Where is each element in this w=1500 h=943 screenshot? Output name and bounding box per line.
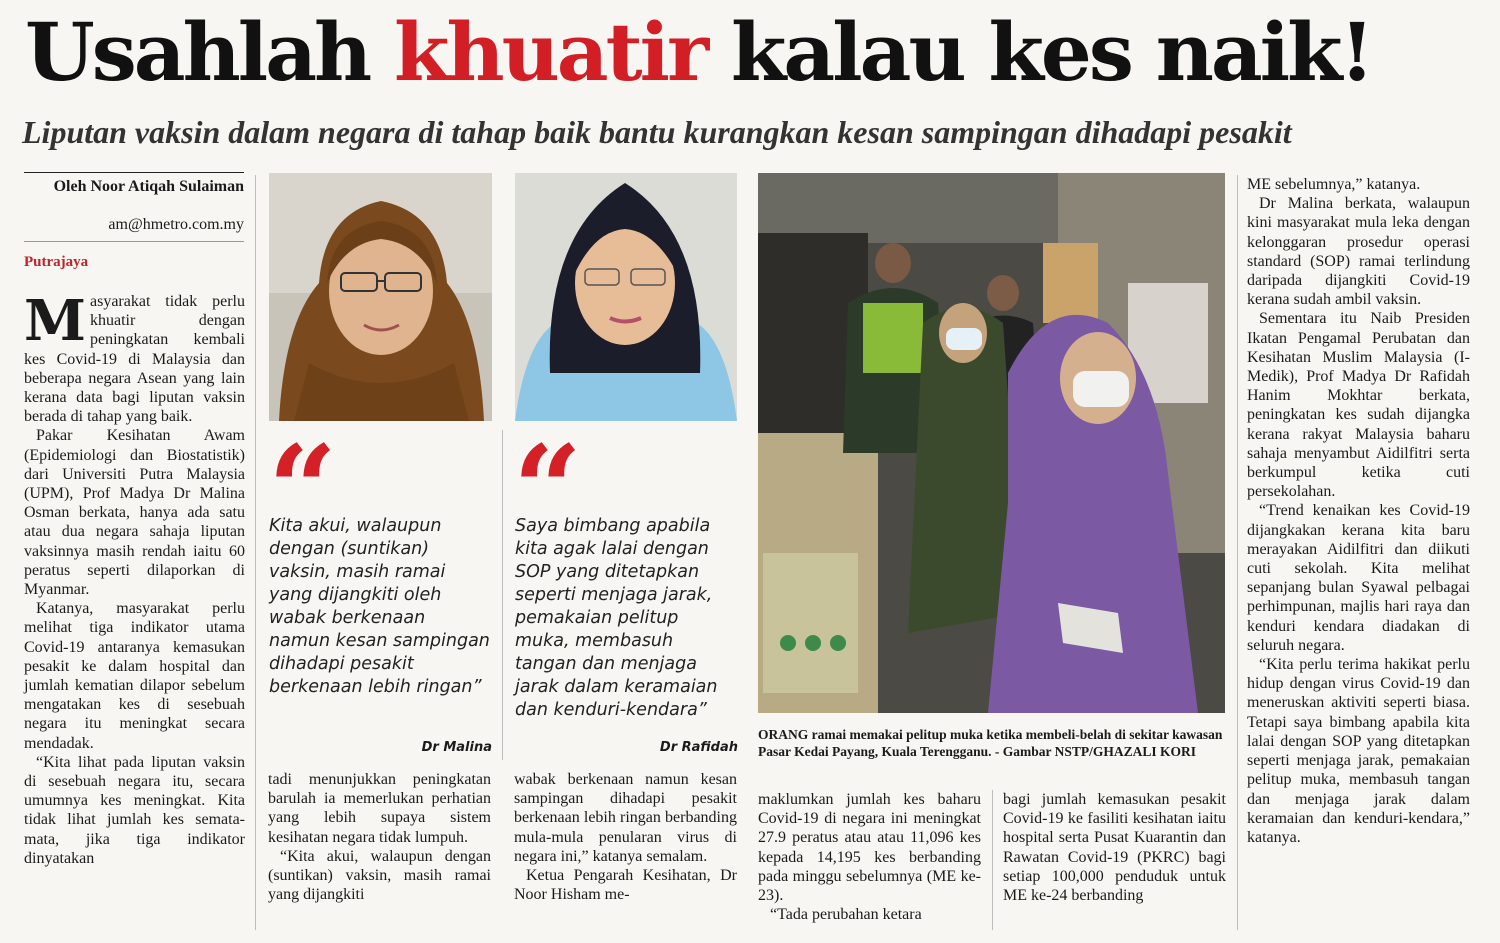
pull-quote-2-attribution: Dr Rafidah [659, 740, 738, 755]
photo-caption: ORANG ramai memakai pelitup muka ketika membeli-belah di sekitar kawasan Pasar Kedai Payang, Kuala Terengganu. - Gambar NSTP/GHAZALI KORI [758, 727, 1223, 759]
market-crowd-photo-image [758, 173, 1225, 713]
paragraph: “Kita lihat pada liputan vaksin di sesebuah negara itu, secara umumnya kes meningkat. Kita tidak lihat jumlah kes semata-mata, jika tiga indikator dinyatakan [24, 753, 245, 867]
deck-subheadline: Liputan vaksin dalam negara di tahap baik bantu kurangkan kesan sampingan dihadapi pesakit [22, 114, 1292, 150]
dateline: Putrajaya [24, 254, 89, 270]
pull-quote-1: Kita akui, walaupun dengan (suntikan) vaksin, masih ramai yang dijangkiti oleh wabak berkenaan namun kesan sampingan dihadapi pesakit berkenaan lebih ringan” [269, 516, 490, 697]
paragraph: “Kita akui, walaupun dengan (suntikan) vaksin, masih ramai yang dijangkiti [268, 847, 491, 904]
paragraph: maklumkan jumlah kes baharu Covid-19 di negara ini meningkat 27.9 peratus atau atau 11,096 kes kepada 14,195 kes berbanding pada minggu sebelumnya (ME ke-23). [758, 791, 981, 905]
headline [25, 2, 1485, 102]
paragraph: Sementara itu Naib Presiden Ikatan Pengamal Perubatan dan Kesihatan Muslim Malaysia (I-Medik), Prof Madya Dr Rafidah Hanim Mokhtar berkata, peningkatan kes sudah dijangka kerana rakyat Malaysia baharu sahaja menyambut Aidilfitri serta berkumpul ketika cuti persekolahan. [1247, 310, 1470, 501]
byline-rule-top [24, 172, 244, 173]
paragraph: Ketua Pengarah Kesihatan, Dr Noor Hisham me- [514, 867, 737, 904]
byline-rule-bottom [24, 241, 244, 242]
headline-highlight: khuatir [394, 5, 707, 99]
pull-quote-1-attribution: Dr Malina [421, 740, 492, 755]
quote-mark-icon [513, 440, 593, 510]
column-divider [1237, 175, 1238, 930]
pull-quote-2: Saya bimbang apabila kita agak lalai dengan SOP yang ditetapkan seperti menjaga jarak, pemakaian pelitup muka, membasuh tangan dan menjaga jarak dalam keramaian dan kenduri-kendara” [515, 516, 718, 720]
paragraph: “Kita perlu terima hakikat perlu hidup dengan virus Covid-19 dan meneruskan aktiviti seperti biasa. Tetapi saya bimbang apabila kita lalai dengan SOP yang ditetapkan seperti menjaga jarak, pemakaian pelitup muka, membasuh tangan dan menjaga jarak dalam keramaian dan kenduri-kendara,” katanya. [1247, 656, 1470, 846]
column-divider [992, 790, 993, 930]
portrait-dr-rafidah-image [515, 173, 737, 421]
headline-part1: Usahlah [25, 5, 395, 99]
paragraph: Masyarakat tidak perlu khuatir dengan peningkatan kembali kes Covid-19 di Malaysia dan beberapa negara Asean yang lain kerana data bagi liputan vaksin berada di tahap yang baik. [24, 288, 245, 426]
article-column-4 [758, 790, 981, 930]
article-column-2 [268, 770, 491, 930]
paragraph: “Tada perubahan ketara [770, 906, 922, 924]
drop-cap: M [24, 288, 86, 354]
article-column-1 [24, 288, 245, 932]
quote-mark-icon [268, 440, 348, 510]
market-crowd-photo [758, 173, 1225, 713]
paragraph: Pakar Kesihatan Awam (Epidemiologi dan Biostatistik) dari Universiti Putra Malaysia (UPM), Prof Madya Dr Malina Osman berkata, hanya ada satu atau dua negara sahaja liputan vaksinnya masih rendah iaitu 60 peratus seperti dilaporkan di Myanmar. [24, 427, 245, 599]
paragraph: tadi menunjukkan peningkatan barulah ia memerlukan perhatian yang lebih supaya sistem kesihatan negara tidak lumpuh. [268, 771, 491, 846]
headline-part2: kalau kes naik! [706, 5, 1372, 99]
portrait-dr-malina-image [269, 173, 492, 421]
paragraph: Katanya, masyarakat perlu melihat tiga indikator utama Covid-19 antaranya kemasukan pesakit ke dalam hospital dan jumlah kematian dilapor sebelum mengatakan kes di sesebuah negara itu meningkat secara mendadak. [24, 600, 245, 752]
byline-email[interactable]: am@hmetro.com.my [108, 216, 244, 233]
article-column-3 [514, 770, 737, 930]
paragraph: “Trend kenaikan kes Covid-19 dijangkakan kerana kita baru merayakan Aidilfitri dan diikuti cuti sekolah. Kita melihat sepanjang bulan Syawal pelbagai perhimpunan, majlis hari raya dan kenduri kendara diadakan di seluruh negara. [1247, 502, 1470, 654]
article-column-5 [1003, 790, 1226, 930]
byline-author: Oleh Noor Atiqah Sulaiman [53, 178, 244, 195]
column-divider [502, 430, 503, 760]
paragraph: bagi jumlah kemasukan pesakit Covid-19 ke fasiliti kesihatan iaitu hospital serta Pusat Kuarantin dan Rawatan Covid-19 (PKRC) bagi setiap 100,000 penduduk untuk ME ke-24 berbanding [1003, 791, 1226, 905]
paragraph: ME sebelumnya,” katanya. [1247, 176, 1421, 193]
paragraph: Dr Malina berkata, walaupun kini masyarakat mula leka dengan kelonggaran prosedur operasi standard (SOP) ramai terlindung daripada dijangkiti Covid-19 kerana sudah ambil vaksin. [1247, 195, 1470, 309]
portrait-dr-malina [269, 173, 492, 421]
paragraph: wabak berkenaan namun kesan sampingan dihadapi pesakit berkenaan lebih ringan berbanding mula-mula penularan virus di negara ini,” katanya semalam. [514, 771, 737, 865]
column-divider [255, 175, 256, 930]
article-column-6 [1247, 175, 1470, 932]
portrait-dr-rafidah [515, 173, 737, 421]
